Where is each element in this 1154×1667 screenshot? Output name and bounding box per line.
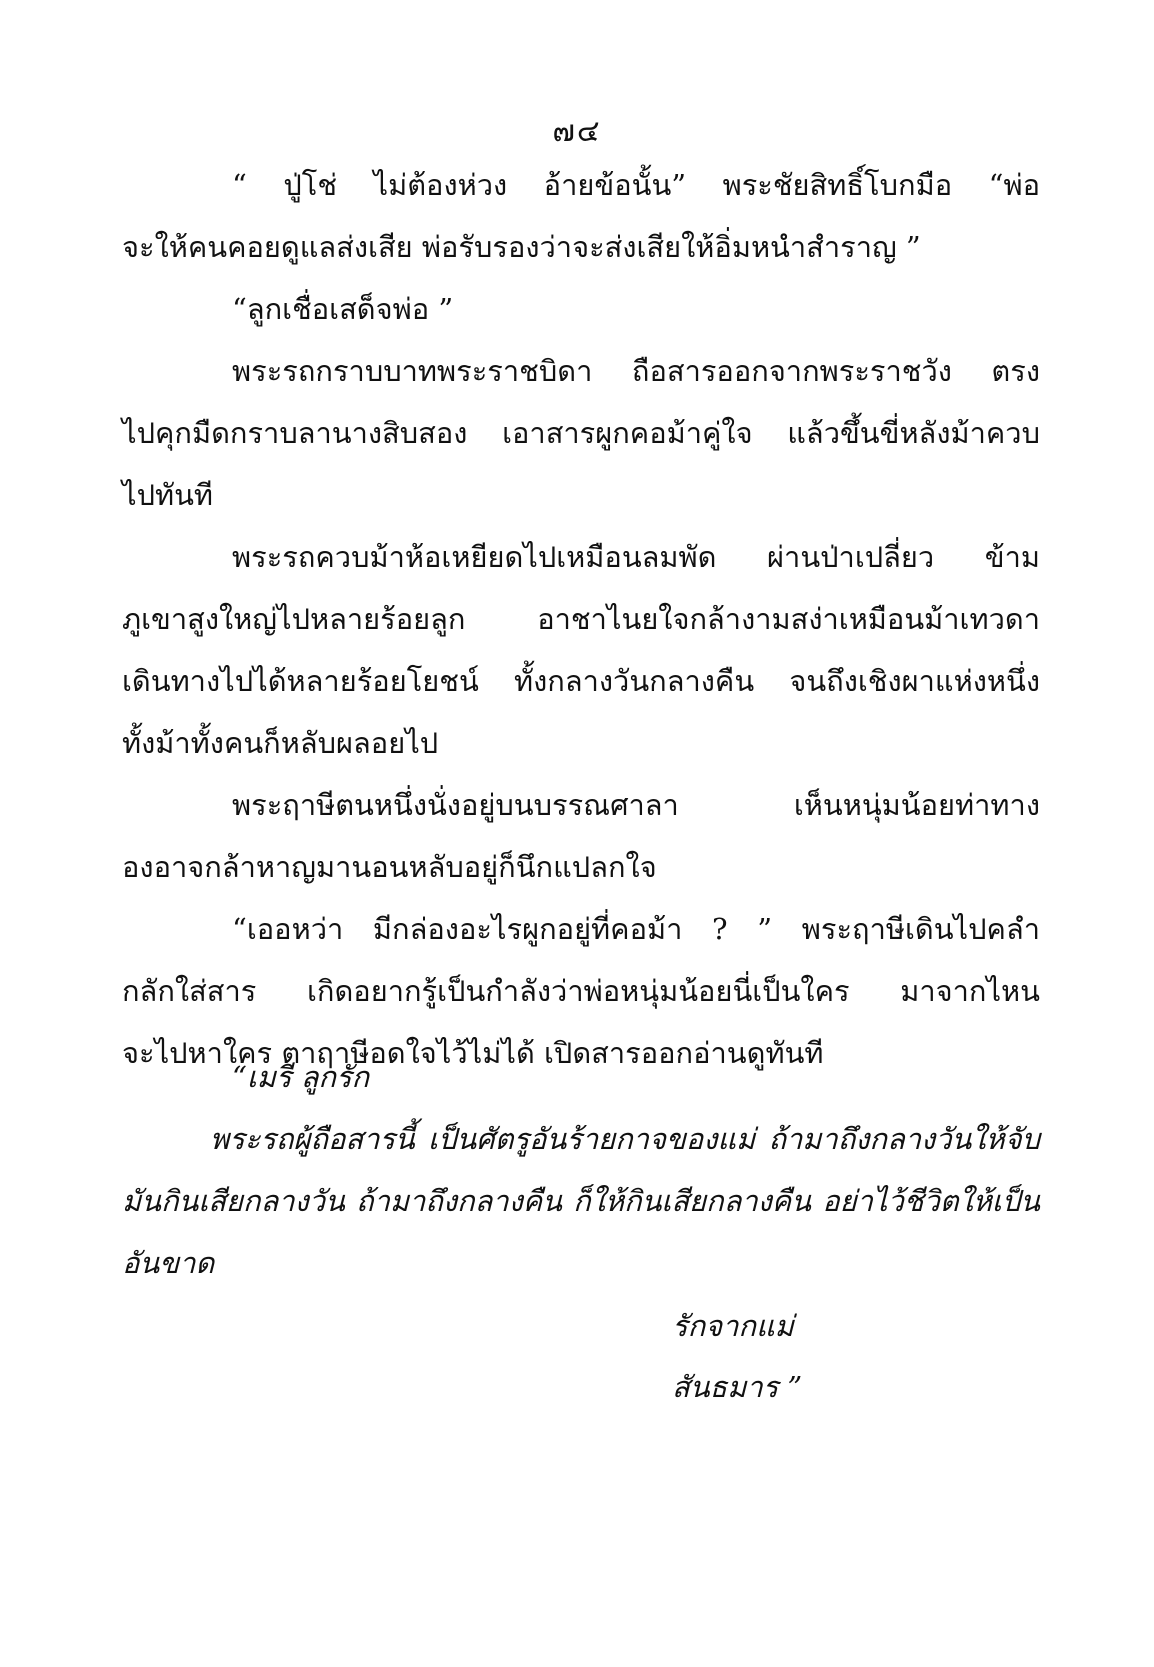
body-line: กลักใส่สาร เกิดอยากรู้เป็นกำลังว่าพ่อหนุ่มน้อยนี่เป็นใคร มาจากไหน — [122, 974, 1040, 1008]
body-line: ไปคุกมืดกราบลานางสิบสอง เอาสารผูกคอม้าคู่ใจ แล้วขึ้นขี่หลังม้าควบ — [122, 416, 1040, 450]
body-line: พระรถกราบบาทพระราชบิดา ถือสารออกจากพระราชวัง ตรง — [232, 354, 1040, 388]
letter-closing: รักจากแม่ — [672, 1309, 794, 1343]
body-line: “ ปู่โช่ ไม่ต้องห่วง อ้ายข้อนั้น” พระชัยสิทธิ์โบกมือ “พ่อ — [232, 168, 1040, 202]
body-line: พระฤาษีตนหนึ่งนั่งอยู่บนบรรณศาลา เห็นหนุ่มน้อยท่าทาง — [232, 788, 1040, 822]
body-line: จะไปหาใคร ตาฤาษีอดใจไว้ไม่ได้ เปิดสารออกอ่านดูทันที — [122, 1036, 824, 1070]
body-line: จะให้คนคอยดูแลส่งเสีย พ่อรับรองว่าจะส่งเสียให้อิ่มหนำสำราญ ” — [122, 230, 921, 264]
letter-line: มันกินเสียกลางวัน ถ้ามาถึงกลางคืน ก็ให้กินเสียกลางคืน อย่าไว้ชีวิตให้เป็น — [122, 1184, 1040, 1218]
letter-line: พระรถผู้ถือสารนี้ เป็นศัตรูอันร้ายกาจของแม่ ถ้ามาถึงกลางวันให้จับ — [210, 1122, 1040, 1156]
body-line: “เออหว่า มีกล่องอะไรผูกอยู่ที่คอม้า ? ” พระฤาษีเดินไปคลำ — [232, 912, 1040, 946]
body-line: ภูเขาสูงใหญ่ไปหลายร้อยลูก อาชาไนยใจกล้างามสง่าเหมือนม้าเทวดา — [122, 602, 1040, 636]
body-line: ไปทันที — [122, 478, 214, 512]
page-number: ๗๔ — [552, 114, 602, 149]
letter-salutation: “เมรี ลูกรัก — [232, 1060, 370, 1094]
body-line: พระรถควบม้าห้อเหยียดไปเหมือนลมพัด ผ่านป่าเปลี่ยว ข้าม — [232, 540, 1040, 574]
letter — [122, 1046, 1040, 1294]
body-line: “ลูกเชื่อเสด็จพ่อ ” — [232, 292, 454, 326]
body-line: เดินทางไปได้หลายร้อยโยชน์ ทั้งกลางวันกลางคืน จนถึงเชิงผาแห่งหนึ่ง — [122, 664, 1040, 698]
letter-signature: สันธมาร ” — [672, 1370, 803, 1404]
letter-line: อันขาด — [122, 1246, 215, 1280]
body-line: ทั้งม้าทั้งคนก็หลับผลอยไป — [122, 726, 439, 760]
body-line: องอาจกล้าหาญมานอนหลับอยู่ก็นึกแปลกใจ — [122, 850, 657, 884]
narrative-body — [122, 154, 1040, 1084]
